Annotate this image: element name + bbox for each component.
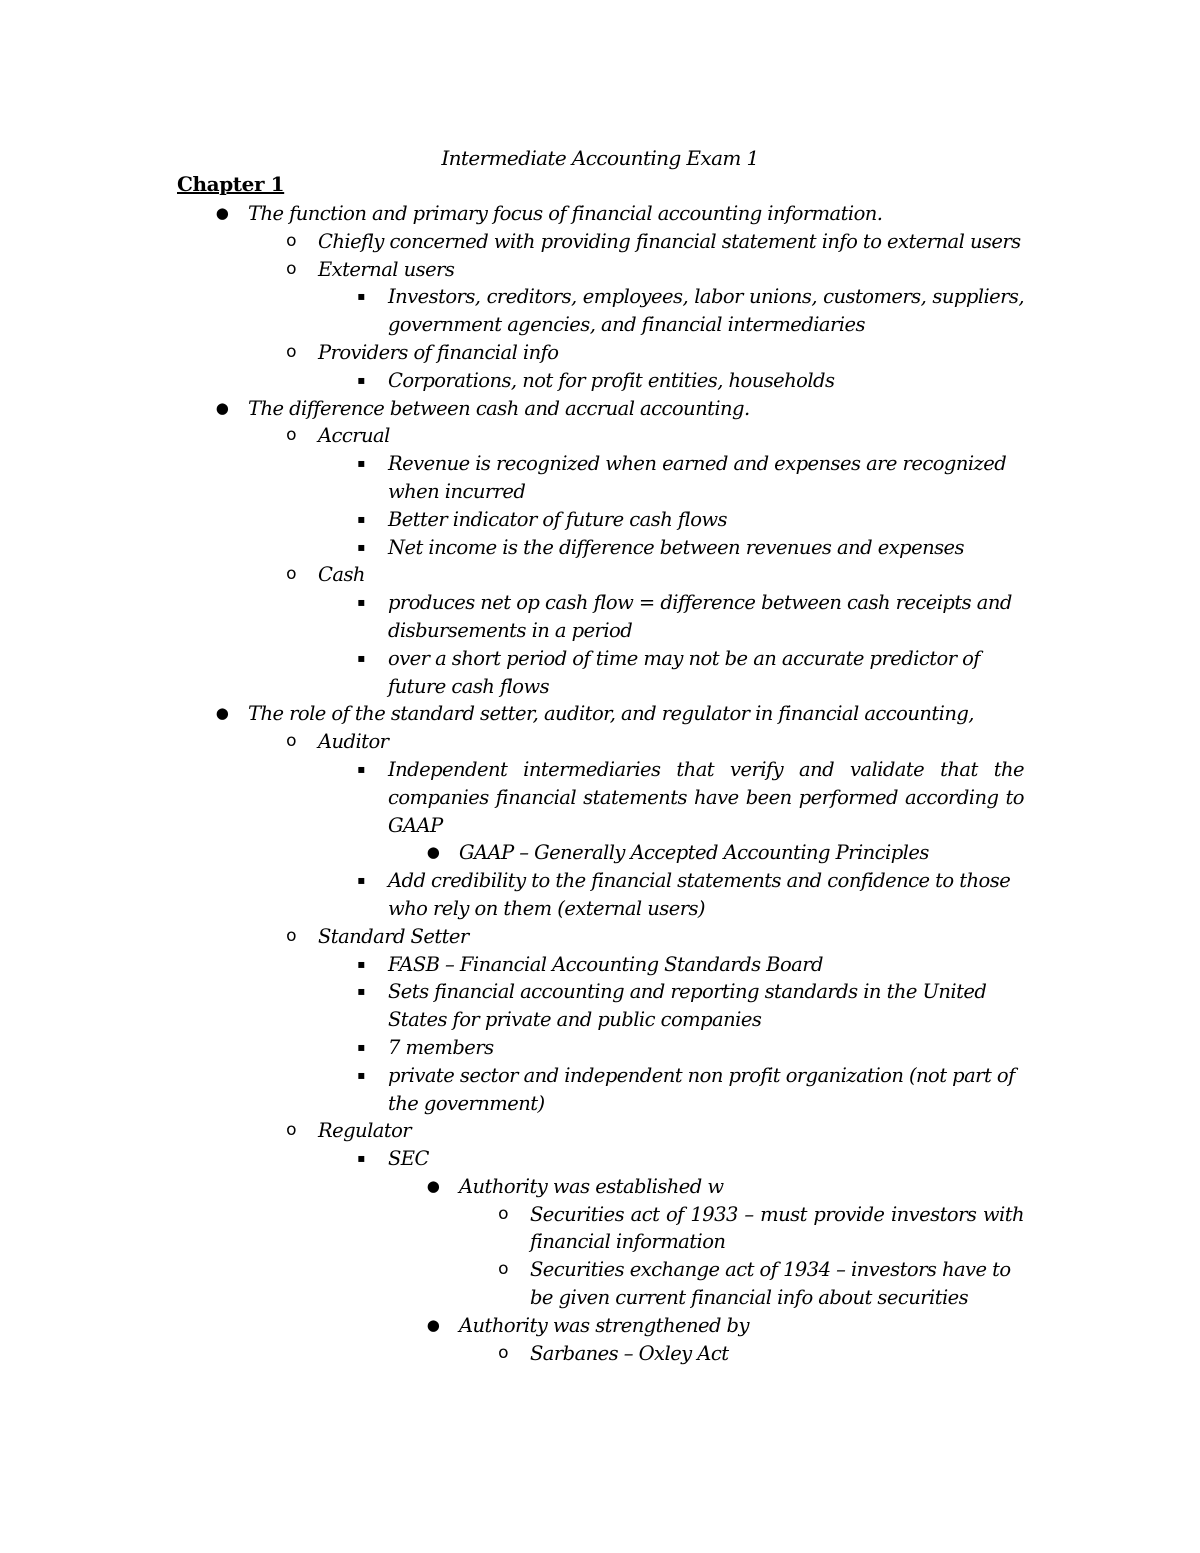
- hollow-circle-bullet-icon: o: [286, 258, 296, 279]
- outline-item-level-2: [286, 923, 1024, 951]
- outline-item-level-5: [498, 1340, 1024, 1368]
- outline-item-level-3: [357, 645, 1024, 701]
- outline-item-level-3: [357, 283, 1024, 339]
- outline-item-level-1: [215, 700, 1038, 728]
- hollow-circle-bullet-icon: o: [286, 425, 296, 446]
- outline-item-level-3: [357, 1034, 1024, 1062]
- hollow-circle-bullet-icon: o: [286, 564, 296, 585]
- outline-item-text: External users: [318, 257, 455, 281]
- hollow-circle-bullet-icon: o: [286, 925, 296, 946]
- outline-item-level-3: [357, 506, 1024, 534]
- outline-item-level-4: [426, 839, 1024, 867]
- chapter-heading: Chapter 1: [177, 172, 285, 196]
- outline-item-level-4: [426, 1312, 1024, 1340]
- square-bullet-icon: ▪: [357, 289, 365, 304]
- outline-item-text: Authority was strengthened by: [459, 1313, 749, 1337]
- bullet-dot-icon: ●: [215, 704, 229, 723]
- square-bullet-icon: ▪: [357, 984, 365, 999]
- square-bullet-icon: ▪: [357, 1151, 365, 1166]
- square-bullet-icon: ▪: [357, 1067, 365, 1082]
- outline-item-text: 7 members: [388, 1035, 494, 1059]
- square-bullet-icon: ▪: [357, 1039, 365, 1054]
- bullet-dot-icon: ●: [426, 843, 440, 862]
- outline-item-text: SEC: [388, 1147, 429, 1171]
- outline-item-level-3: [357, 450, 1024, 506]
- bullet-dot-icon: ●: [426, 1176, 440, 1195]
- outline-item-text: Revenue is recognized when earned and expenses are recognized when incurred: [388, 452, 1007, 503]
- bullet-dot-icon: ●: [215, 398, 229, 417]
- outline-item-text: over a short period of time may not be an accurate predictor of future cash flows: [388, 646, 980, 698]
- hollow-circle-bullet-icon: o: [498, 1342, 508, 1363]
- hollow-circle-bullet-icon: o: [286, 731, 296, 752]
- square-bullet-icon: ▪: [357, 650, 365, 665]
- outline-item-text: Securities act of 1933 – must provide investors with financial information: [530, 1202, 1024, 1254]
- outline-item-text: The difference between cash and accrual accounting.: [248, 396, 750, 420]
- outline-item-text: The function and primary focus of financial accounting information.: [248, 202, 883, 225]
- outline-item-text: Better indicator of future cash flows: [388, 507, 728, 531]
- outline-item-text: Chiefly concerned with providing financial statement info to external users: [318, 229, 1021, 253]
- outline-item-level-3: [357, 589, 1024, 645]
- bullet-dot-icon: ●: [426, 1315, 440, 1334]
- outline-item-level-4: [426, 1173, 1024, 1201]
- square-bullet-icon: ▪: [357, 761, 365, 776]
- outline-item-level-3: [357, 1145, 1024, 1173]
- outline-item-text: Providers of financial info: [318, 340, 559, 364]
- outline-item-level-3: [357, 756, 1024, 839]
- outline-item-text: Sets financial accounting and reporting standards in the United States for private and public companies: [388, 980, 987, 1032]
- outline-item-level-3: [357, 867, 1024, 923]
- outline-item-level-2: [286, 256, 1024, 284]
- outline-item-level-3: [357, 978, 1024, 1034]
- outline-item-level-2: [286, 228, 1024, 256]
- outline-item-level-1: [215, 395, 1038, 423]
- outline-item-text: Independent intermediaries that verify and validate that the companies financial statements have been performed according to GAAP: [388, 757, 1024, 837]
- outline-item-text: Corporations, not for profit entities, households: [388, 368, 835, 392]
- outline-item-level-2: [286, 422, 1024, 450]
- outline-item-level-3: [357, 367, 1024, 395]
- outline-item-text: Investors, creditors, employees, labor unions, customers, suppliers, government agencies, and financial intermediaries: [388, 285, 1024, 337]
- outline-item-text: Cash: [318, 563, 365, 587]
- outline-item-text: Standard Setter: [318, 924, 469, 948]
- square-bullet-icon: ▪: [357, 873, 365, 888]
- outline-item-level-2: [286, 1117, 1024, 1145]
- square-bullet-icon: ▪: [357, 595, 365, 610]
- outline-item-text: FASB – Financial Accounting Standards Board: [388, 952, 823, 976]
- outline-item-level-2: [286, 561, 1024, 589]
- bullet-dot-icon: ●: [215, 204, 229, 222]
- outline-item-text: Auditor: [318, 730, 389, 754]
- square-bullet-icon: ▪: [357, 956, 365, 971]
- square-bullet-icon: ▪: [357, 456, 365, 471]
- outline-item-level-3: [357, 1062, 1024, 1118]
- outline-item-level-1: [215, 200, 1038, 228]
- outline-item-level-3: [357, 951, 1024, 979]
- outline-item-level-2: [286, 339, 1024, 367]
- square-bullet-icon: ▪: [357, 372, 365, 387]
- outline-item-text: Securities exchange act of 1934 – investors have to be given current financial info about securities: [530, 1258, 1011, 1310]
- outline-item-level-2: [286, 728, 1024, 756]
- outline-item-text: produces net op cash flow = difference between cash receipts and disbursements in a period: [388, 591, 1012, 642]
- outline-item-level-3: [357, 534, 1024, 562]
- outline-item-text: Authority was established w: [459, 1174, 724, 1198]
- square-bullet-icon: ▪: [357, 511, 365, 526]
- hollow-circle-bullet-icon: o: [498, 1259, 508, 1280]
- hollow-circle-bullet-icon: o: [286, 1120, 296, 1141]
- outline-item-text: Accrual: [318, 424, 390, 448]
- outline-list: [0, 200, 1200, 1367]
- outline-item-text: Sarbanes – Oxley Act: [530, 1341, 729, 1365]
- hollow-circle-bullet-icon: o: [498, 1203, 508, 1224]
- outline-item-text: private sector and independent non profit organization (not part of the government): [388, 1063, 1015, 1115]
- square-bullet-icon: ▪: [357, 539, 365, 554]
- hollow-circle-bullet-icon: o: [286, 341, 296, 362]
- outline-item-level-5: [498, 1256, 1024, 1312]
- outline-item-text: GAAP – Generally Accepted Accounting Principles: [459, 841, 929, 865]
- outline-item-text: Regulator: [318, 1119, 412, 1143]
- outline-item-level-5: [498, 1201, 1024, 1257]
- outline-item-text: Net income is the difference between revenues and expenses: [388, 535, 964, 559]
- hollow-circle-bullet-icon: o: [286, 230, 296, 251]
- outline-item-text: The role of the standard setter, auditor, and regulator in financial accounting,: [248, 702, 974, 726]
- document-title: Intermediate Accounting Exam 1: [441, 146, 759, 170]
- outline-item-text: Add credibility to the financial statements and confidence to those who rely on them (external users): [388, 869, 1011, 920]
